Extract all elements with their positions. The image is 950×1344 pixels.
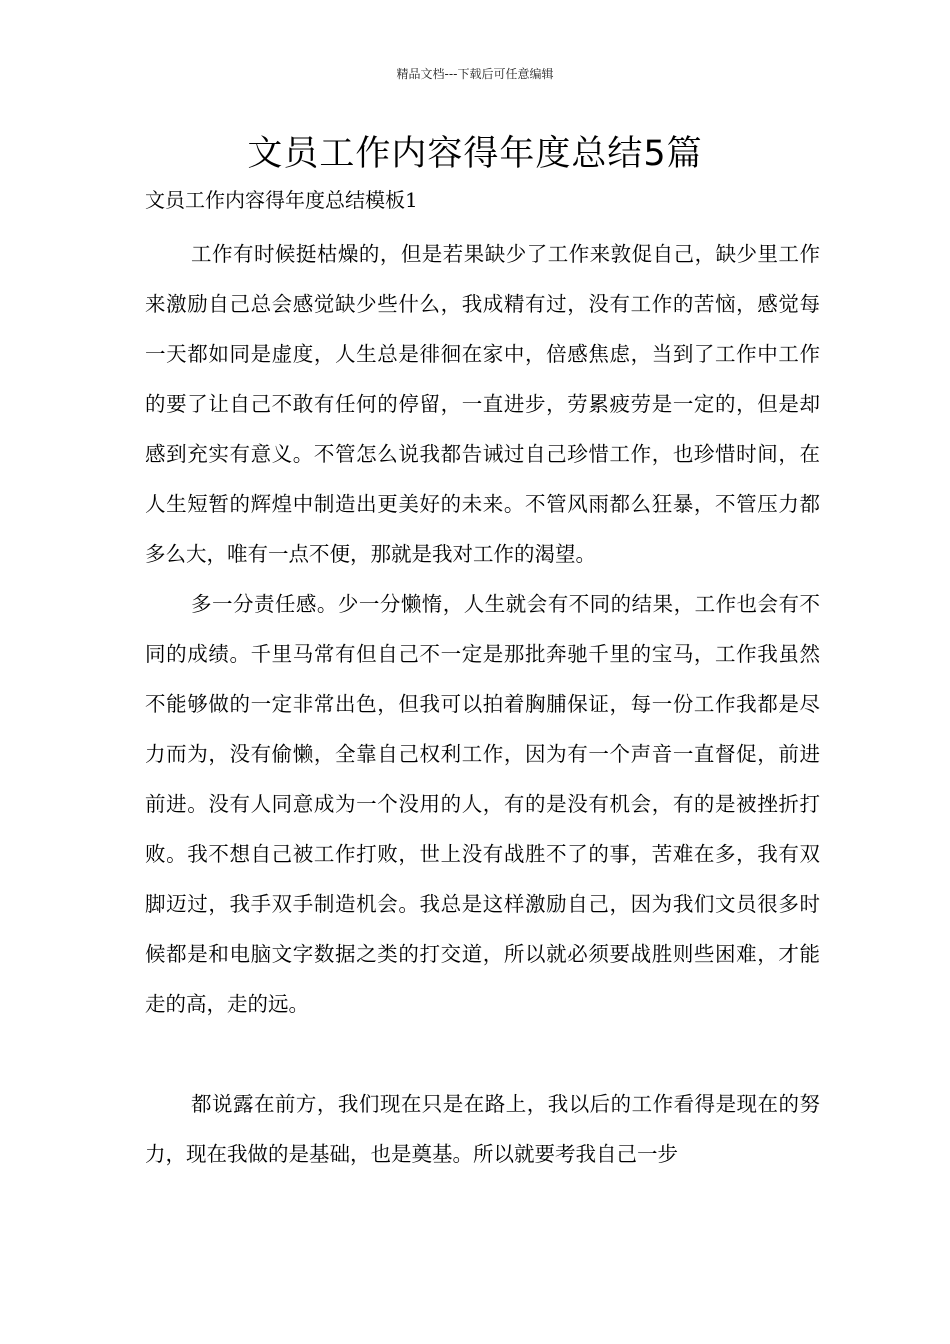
paragraph-spacer [145,1029,820,1079]
page-title: 文员工作内容得年度总结5篇 [247,134,703,174]
paragraph-2: 多一分责任感。少一分懒惰，人生就会有不同的结果，工作也会有不同的成绩。千里马常有但自己不一定是那批奔驰千里的宝马，工作我虽然不能够做的一定非常出色，但我可以拍着胸脯保证，每一份工作我都是尽力而为，没有偷懒，全靠自己权利工作，因为有一个声音一直督促，前进前进。没有人同意成为一个没用的人，有的是没有机会，有的是被挫折打败。我不想自己被工作打败，世上没有战胜不了的事，苦难在多，我有双脚迈过，我手双手制造机会。我总是这样激励自己，因为我们文员很多时候都是和电脑文字数据之类的打交道，所以就必须要战胜则些困难，才能走的高，走的远。 [145,592,820,1016]
document-body [145,183,820,1179]
header-note: 精品文档---下载后可任意编辑 [396,67,554,81]
section-subtitle: 文员工作内容得年度总结模板1 [145,188,418,212]
paragraph-3: 都说露在前方，我们现在只是在路上，我以后的工作看得是现在的努力，现在我做的是基础，也是奠基。所以就要考我自己一步 [145,1092,820,1166]
paragraph-1: 工作有时候挺枯燥的，但是若果缺少了工作来敦促自己，缺少里工作来激励自己总会感觉缺少些什么，我成精有过，没有工作的苦恼，感觉每一天都如同是虚度，人生总是徘徊在家中，倍感焦虑，当到了工作中工作的要了让自己不敢有任何的停留，一直进步，劳累疲劳是一定的，但是却感到充实有意义。不管怎么说我都告诫过自己珍惜工作，也珍惜时间，在人生短暂的辉煌中制造出更美好的未来。不管风雨都么狂暴，不管压力都多么大，唯有一点不便，那就是我对工作的渴望。 [145,242,820,566]
